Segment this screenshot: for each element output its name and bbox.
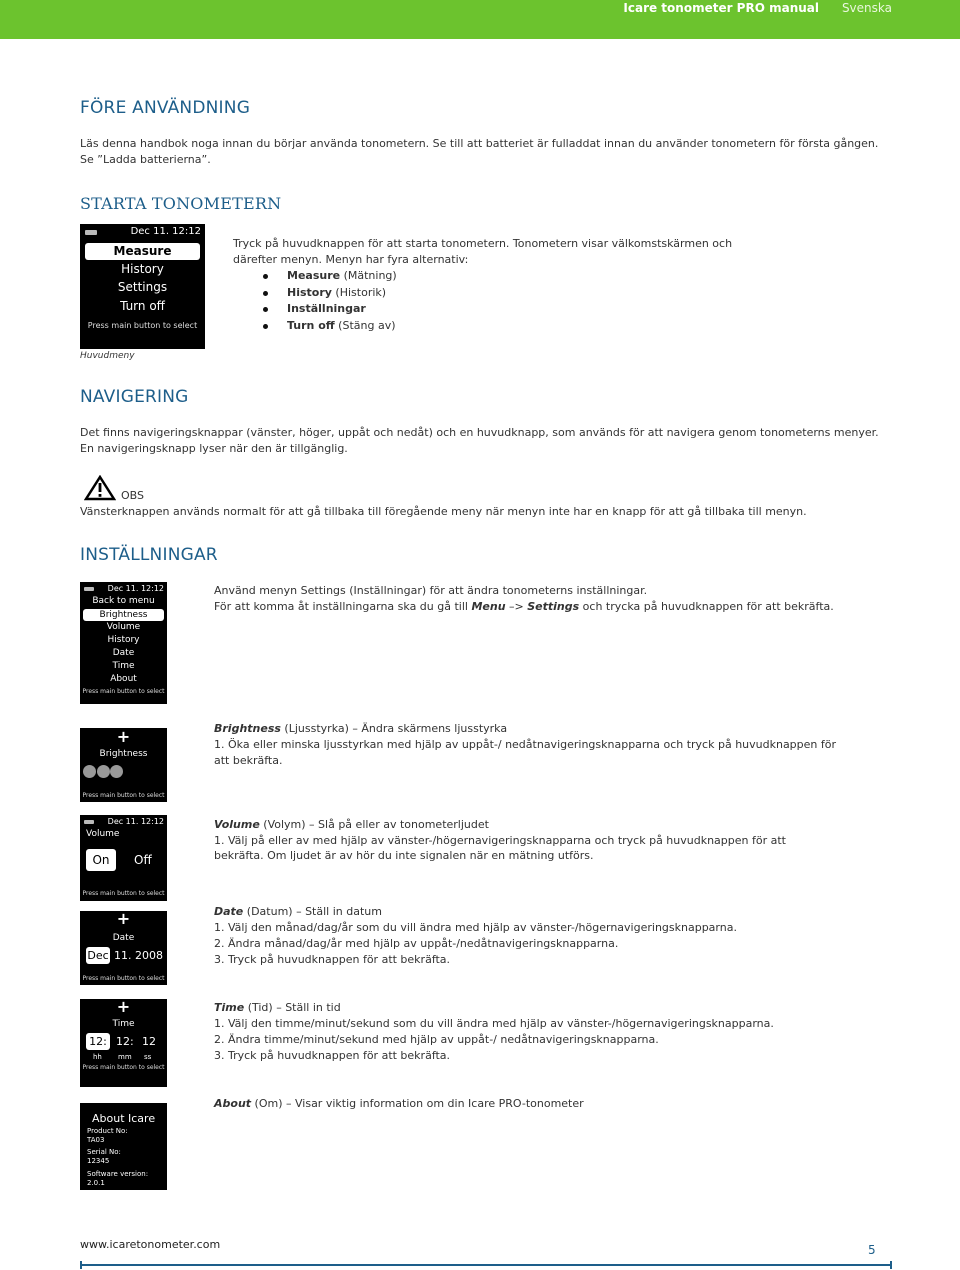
volume-line-2: bekräfta. Om ljudet är av hör du inte signalen när en mätning utförs. (214, 849, 594, 862)
screen-date: Dec 11. 12:12 (107, 817, 164, 826)
obs-text: Vänsterknappen används normalt för att gå tillbaka till föregående meny när menyn inte har en knapp för att gå tillbaka till menyn. (80, 505, 807, 518)
date-day-year: 11. 2008 (114, 949, 163, 962)
time-line-2: 2. Ändra timme/minut/sekund med hjälp av uppåt-/ nedåtnavigeringsknapparna. (214, 1033, 659, 1046)
settings-item-brightness: Brightness (83, 609, 164, 621)
footer-rule (80, 1264, 892, 1266)
starta-options-list (259, 268, 397, 334)
brightness-title: Brightness (99, 749, 148, 759)
software-value: 2.0.1 (87, 1179, 105, 1187)
option-history: History (Historik) (259, 285, 397, 302)
volume-title-line: Volume (Volym) – Slå på eller av tonometerljudet (214, 818, 489, 831)
date-title-line: Date (Datum) – Ställ in datum (214, 905, 382, 918)
time-hour-field: 12: (86, 1033, 110, 1050)
time-second-field: 12 (142, 1035, 156, 1048)
plus-icon: + (116, 911, 131, 928)
plus-icon: + (116, 999, 131, 1016)
nav-line-1: Det finns navigeringsknappar (vänster, höger, uppåt och nedåt) och en huvudknapp, som används för att navigera genom tonometerns menyer. (80, 426, 879, 439)
battery-icon (84, 587, 94, 591)
heading-installningar: INSTÄLLNINGAR (80, 545, 218, 565)
settings-screen (80, 582, 167, 704)
settings-item-date: Date (112, 648, 135, 658)
option-measure: Measure (Mätning) (259, 268, 397, 285)
label-ss: ss (144, 1053, 152, 1061)
volume-title: Volume (86, 829, 120, 839)
starta-line-2: därefter menyn. Menyn har fyra alternativ: (233, 253, 469, 266)
heading-starta: STARTA TONOMETERN (80, 194, 282, 213)
settings-intro-1: Använd menyn Settings (Inställningar) för att ändra tonometerns inställningar. (214, 584, 648, 597)
serial-value: 12345 (87, 1157, 110, 1165)
settings-item-back: Back to menu (92, 596, 155, 606)
option-turn-off: Turn off (Stäng av) (259, 318, 397, 335)
fore-line-2: Se ”Ladda batterierna”. (80, 153, 211, 166)
time-screen (80, 999, 167, 1087)
screen-date: Dec 11. 12:12 (107, 584, 164, 593)
menu-item-turn-off: Turn off (120, 299, 165, 313)
time-title-line: Time (Tid) – Ställ in tid (214, 1001, 341, 1014)
date-month-field: Dec (87, 949, 109, 962)
date-line-2: 2. Ändra månad/dag/år med hjälp av uppåt-/nedåtnavigeringsknapparna. (214, 937, 619, 950)
screen-footer: Press main button to select (82, 792, 165, 799)
settings-item-volume: Volume (106, 622, 141, 632)
screen-footer: Press main button to select (87, 321, 198, 330)
menu-item-history: History (121, 262, 164, 276)
label-mm: mm (118, 1053, 132, 1061)
starta-line-1: Tryck på huvudknappen för att starta tonometern. Tonometern visar välkomstskärmen och (233, 237, 733, 250)
caption-huvudmeny: Huvudmeny (80, 351, 135, 361)
screen-footer: Press main button to select (82, 975, 165, 982)
brightness-line-1: 1. Öka eller minska ljusstyrkan med hjälp av uppåt-/ nedåtnavigeringsknapparna och tryck på huvudknappen för (214, 738, 837, 751)
brightness-screen (80, 728, 167, 802)
settings-item-time: Time (112, 661, 135, 671)
product-label: Product No: (87, 1127, 128, 1135)
time-line-3: 3. Tryck på huvudknappen för att bekräfta. (214, 1049, 451, 1062)
brightness-title-line: Brightness (Ljusstyrka) – Ändra skärmens ljusstyrka (214, 722, 508, 735)
option-installningar: Inställningar (259, 301, 397, 318)
time-title: Time (112, 1019, 135, 1029)
footer-url: www.icaretonometer.com (80, 1238, 221, 1251)
volume-line-1: 1. Välj på eller av med hjälp av vänster-/högernavigeringsknapparna och tryck på huvudknappen för att (214, 834, 786, 847)
about-title-line: About (Om) – Visar viktig information om din Icare PRO-tonometer (214, 1097, 584, 1110)
about-title: About Icare (92, 1112, 156, 1125)
settings-intro-2: För att komma åt inställningarna ska du gå till Menu –> Settings och trycka på huvudknappen för att bekräfta. (214, 600, 834, 613)
obs-label: OBS (121, 489, 144, 502)
screen-date: Dec 11. 12:12 (130, 226, 201, 237)
manual-title: Icare tonometer PRO manual (623, 1, 819, 15)
date-screen (80, 911, 167, 985)
about-screen (80, 1103, 167, 1190)
brightness-line-2: att bekräfta. (214, 754, 283, 767)
settings-item-about: About (110, 674, 137, 684)
header-bar (0, 0, 960, 39)
product-value: TA03 (87, 1136, 105, 1144)
language-label: Svenska (841, 1, 892, 15)
volume-screen (80, 815, 167, 901)
heading-fore: FÖRE ANVÄNDNING (80, 98, 251, 118)
main-menu-screen (80, 224, 205, 349)
date-line-3: 3. Tryck på huvudknappen för att bekräfta. (214, 953, 451, 966)
fore-line-1: Läs denna handbok noga innan du börjar använda tonometern. Se till att batteriet är fulladdat innan du använder tonometern för första gången. (80, 137, 879, 150)
serial-label: Serial No: (87, 1148, 121, 1156)
menu-item-measure: Measure (85, 243, 200, 260)
page-number: 5 (868, 1243, 876, 1257)
settings-item-history: History (107, 635, 140, 645)
volume-off-option: Off (134, 853, 152, 867)
screen-footer: Press main button to select (82, 688, 165, 695)
menu-item-settings: Settings (117, 280, 168, 294)
brightness-level-dots (83, 765, 123, 781)
screen-footer: Press main button to select (82, 1064, 165, 1071)
time-line-1: 1. Välj den timme/minut/sekund som du vill ändra med hjälp av vänster-/högernavigeringsknapparna. (214, 1017, 774, 1030)
time-minute-field: 12: (116, 1035, 134, 1048)
warning-icon (84, 475, 116, 501)
label-hh: hh (93, 1053, 102, 1061)
nav-line-2: En navigeringsknapp lyser när den är tillgänglig. (80, 442, 348, 455)
date-line-1: 1. Välj den månad/dag/år som du vill ändra med hjälp av vänster-/högernavigeringsknapparna. (214, 921, 737, 934)
heading-navigering: NAVIGERING (80, 387, 189, 407)
screen-footer: Press main button to select (82, 890, 165, 897)
date-title: Date (112, 933, 135, 943)
volume-on-option: On (86, 849, 116, 871)
battery-icon (84, 820, 94, 824)
plus-icon: + (116, 728, 131, 746)
software-label: Software version: (87, 1170, 149, 1178)
battery-icon (85, 230, 97, 235)
